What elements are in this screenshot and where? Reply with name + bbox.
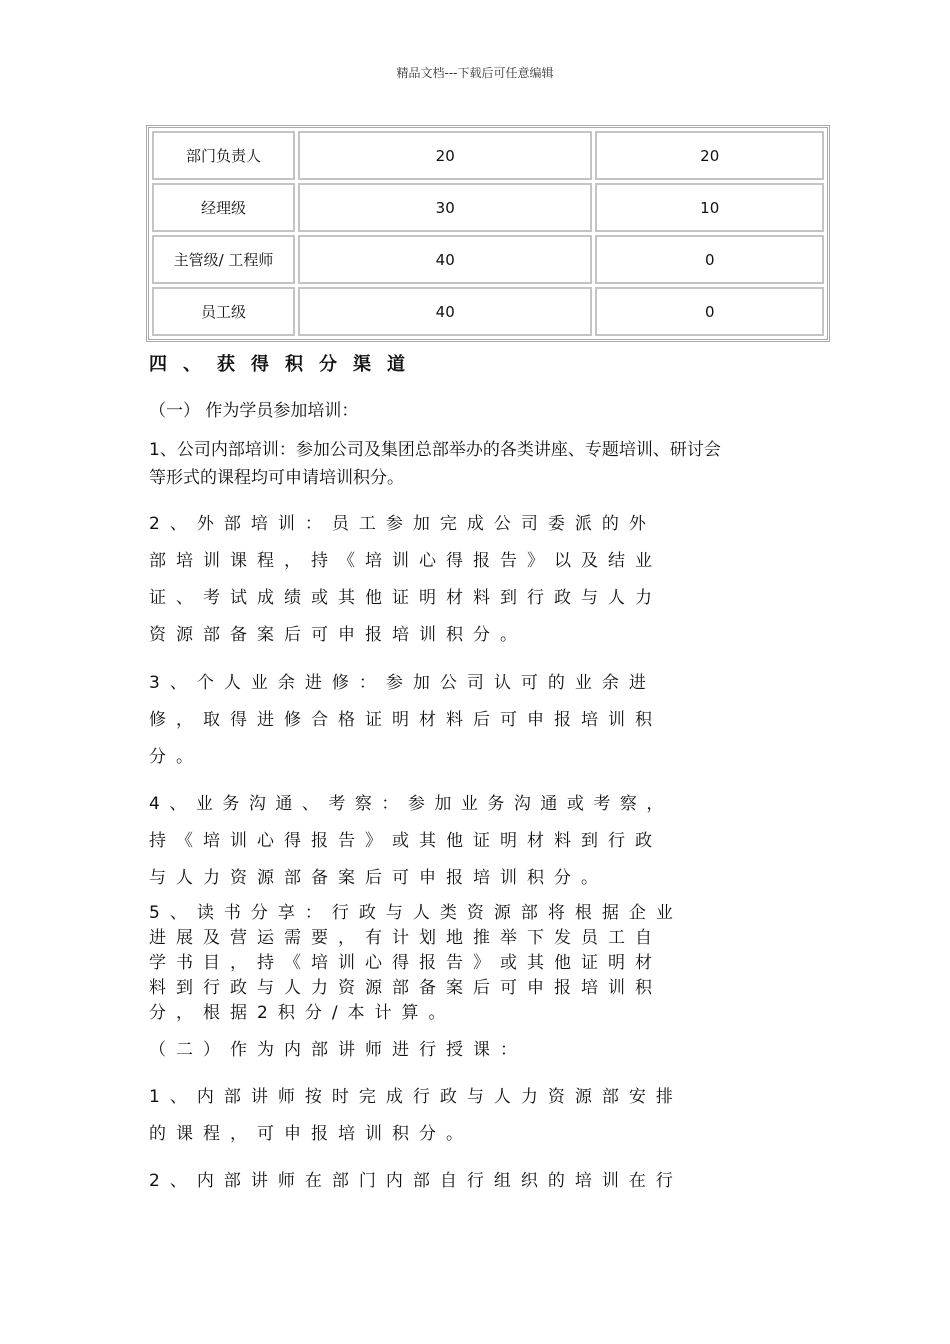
table-cell-role: 经理级 <box>152 183 295 232</box>
table-cell: 10 <box>595 183 824 232</box>
paragraph-line: 分。 <box>149 747 203 767</box>
paragraph-line: 进展及营运需要，有计划地推举下发员工自 <box>149 928 662 948</box>
paragraph-line: 4、业务沟通、考察：参加业务沟通或考察， <box>149 794 673 814</box>
subsection-heading: （二）作为内部讲师进行授课： <box>149 1040 527 1060</box>
table-cell: 20 <box>595 131 824 180</box>
paragraph-line: 2、内部讲师在部门内部自行组织的培训在行 <box>149 1171 683 1191</box>
table-cell-role: 部门负责人 <box>152 131 295 180</box>
table-row <box>152 287 824 336</box>
table-cell: 40 <box>298 287 592 336</box>
paragraph-line: 持《培训心得报告》或其他证明材料到行政 <box>149 831 662 851</box>
section-heading: 四、获得积分渠道 <box>149 354 421 375</box>
table-cell-role: 员工级 <box>152 287 295 336</box>
paragraph-line: 1、内部讲师按时完成行政与人力资源部安排 <box>149 1087 683 1107</box>
paragraph-line: 5、读书分享：行政与人类资源部将根据企业 <box>149 903 683 923</box>
table-cell: 0 <box>595 287 824 336</box>
page-header: 精品文档---下载后可任意编辑 <box>396 66 554 80</box>
table-row <box>152 183 824 232</box>
paragraph-line: 的课程，可申报培训积分。 <box>149 1124 473 1144</box>
table-cell: 20 <box>298 131 592 180</box>
table-cell: 40 <box>298 235 592 284</box>
paragraph-line: 3、个人业余进修：参加公司认可的业余进 <box>149 673 656 693</box>
score-table <box>146 125 830 342</box>
table-row <box>152 131 824 180</box>
table-cell-role: 主管级/ 工程师 <box>152 235 295 284</box>
paragraph-line: 2、外部培训：员工参加完成公司委派的外 <box>149 514 656 534</box>
paragraph-line: 修，取得进修合格证明材料后可申报培训积 <box>149 710 662 730</box>
paragraph-line: 1、公司内部培训：参加公司及集团总部举办的各类讲座、专题培训、研讨会 <box>149 440 721 460</box>
paragraph-line: 证、考试成绩或其他证明材料到行政与人力 <box>149 588 662 608</box>
subsection-heading: （一） 作为学员参加培训： <box>149 401 359 421</box>
paragraph-line: 与人力资源部备案后可申报培训积分。 <box>149 868 608 888</box>
paragraph-line: 分，根据2积分/本计算。 <box>149 1003 456 1023</box>
paragraph-line: 等形式的课程均可申请培训积分。 <box>149 468 404 488</box>
paragraph-line: 资源部备案后可申报培训积分。 <box>149 625 527 645</box>
table-row <box>152 235 824 284</box>
paragraph-line: 学书目，持《培训心得报告》或其他证明材 <box>149 953 662 973</box>
table-cell: 0 <box>595 235 824 284</box>
paragraph-line: 料到行政与人力资源部备案后可申报培训积 <box>149 978 662 998</box>
paragraph-line: 部培训课程，持《培训心得报告》以及结业 <box>149 551 662 571</box>
table-cell: 30 <box>298 183 592 232</box>
